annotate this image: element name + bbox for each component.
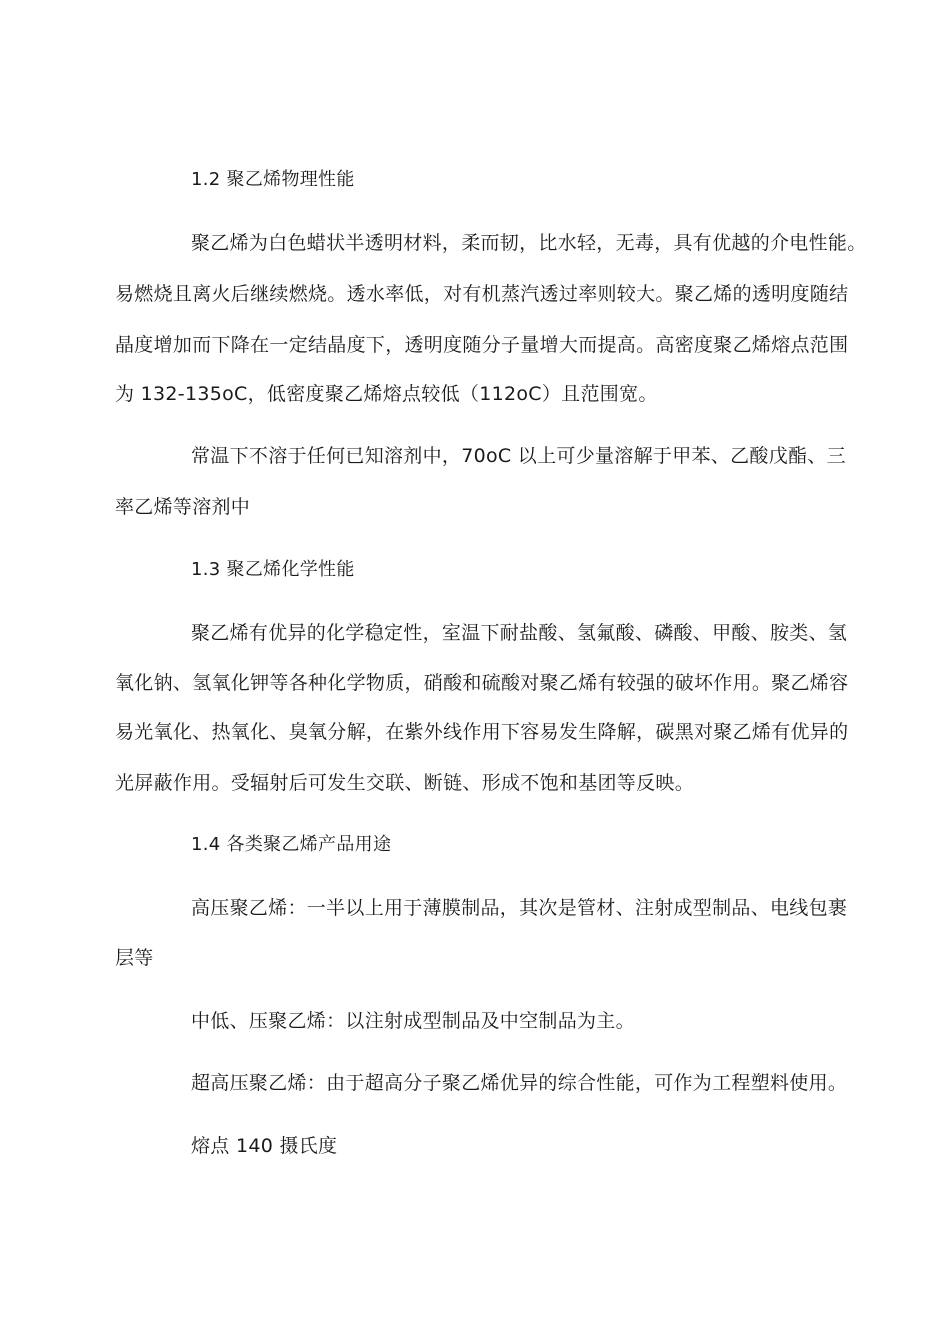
paragraph-line: 超高压聚乙烯：由于超高分子聚乙烯优异的综合性能，可作为工程塑料使用。 <box>191 1072 848 1094</box>
section-heading-1-2: 1.2 聚乙烯物理性能 <box>191 169 355 190</box>
paragraph-line: 常温下不溶于任何已知溶剂中，70oC 以上可少量溶解于甲苯、乙酸戊酯、三 <box>191 445 846 467</box>
section-heading-1-3: 1.3 聚乙烯化学性能 <box>191 559 355 580</box>
paragraph-line: 率乙烯等溶剂中 <box>115 496 251 518</box>
paragraph-line: 高压聚乙烯：一半以上用于薄膜制品，其次是管材、注射成型制品、电线包裹 <box>191 897 848 919</box>
paragraph-line: 晶度增加而下降在一定结晶度下，透明度随分子量增大而提高。高密度聚乙烯熔点范围 <box>115 334 849 356</box>
paragraph-line: 光屏蔽作用。受辐射后可发生交联、断链、形成不饱和基团等反映。 <box>115 772 695 794</box>
section-heading-1-4: 1.4 各类聚乙烯产品用途 <box>191 834 392 855</box>
paragraph-line: 聚乙烯有优异的化学稳定性，室温下耐盐酸、氢氟酸、磷酸、甲酸、胺类、氢 <box>191 622 848 644</box>
paragraph-line: 熔点 140 摄氏度 <box>191 1135 338 1157</box>
paragraph-line: 层等 <box>115 947 154 969</box>
paragraph-line: 聚乙烯为白色蜡状半透明材料，柔而韧，比水轻，无毒，具有优越的介电性能。 <box>191 232 867 254</box>
paragraph-line: 中低、压聚乙烯：以注射成型制品及中空制品为主。 <box>191 1010 635 1032</box>
paragraph-line: 氧化钠、氢氧化钾等各种化学物质，硝酸和硫酸对聚乙烯有较强的破坏作用。聚乙烯容 <box>115 672 849 694</box>
paragraph-line: 易燃烧且离火后继续燃烧。透水率低，对有机蒸汽透过率则较大。聚乙烯的透明度随结 <box>115 283 849 305</box>
paragraph-line: 为 132-135oC，低密度聚乙烯熔点较低（112oC）且范围宽。 <box>115 383 658 405</box>
paragraph-line: 易光氧化、热氧化、臭氧分解，在紫外线作用下容易发生降解，碳黑对聚乙烯有优异的 <box>115 721 849 743</box>
